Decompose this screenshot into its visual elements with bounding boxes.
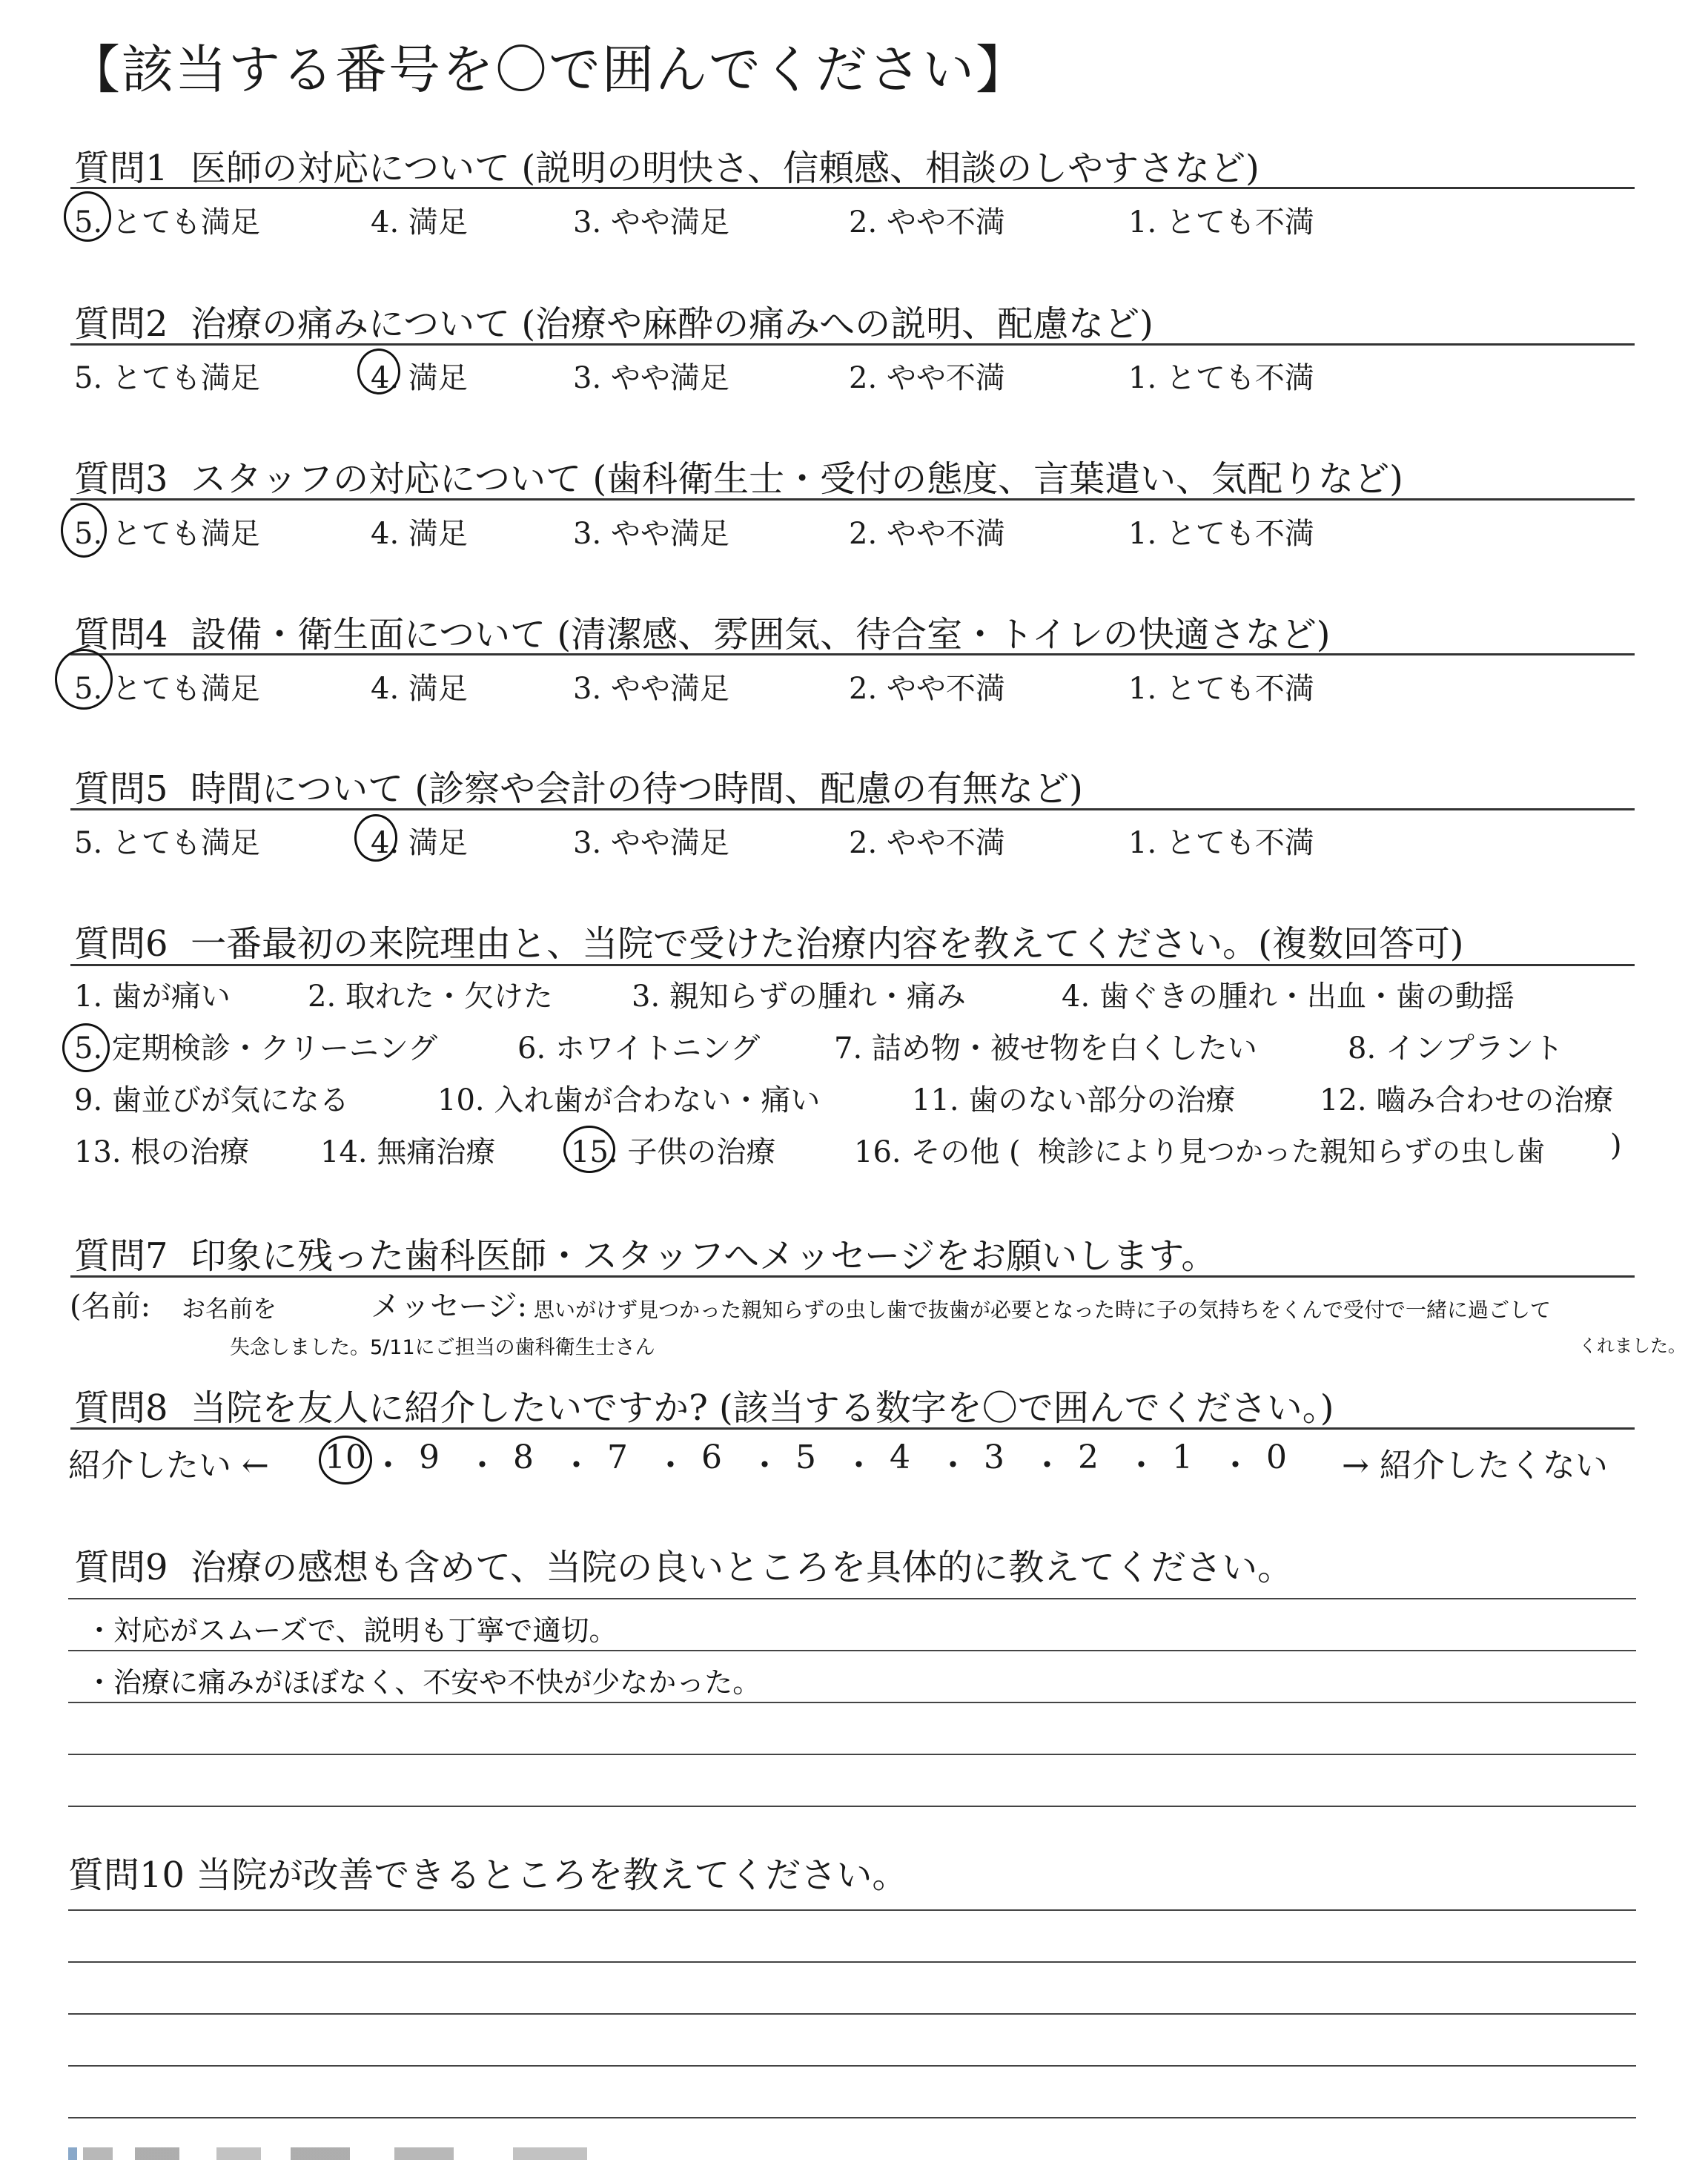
divider — [70, 964, 1635, 966]
q2-option-2[interactable]: 2. やや不満 — [849, 361, 1005, 395]
q2-option-4[interactable]: 4. 満足 — [371, 361, 468, 395]
question-5-heading — [74, 760, 1083, 811]
divider — [70, 498, 1635, 501]
q6-option-14[interactable]: 14. 無痛治療 — [320, 1135, 496, 1169]
question-text: 一番最初の来院理由と、当院で受けた治療内容を教えてください。(複数回答可) — [191, 923, 1464, 965]
q5-option-3[interactable]: 3. やや満足 — [573, 826, 729, 860]
question-text: 印象に残った歯科医師・スタッフへメッセージをお願いします。 — [191, 1235, 1217, 1277]
answer-line — [68, 1961, 1636, 1963]
question-3-heading — [74, 450, 1403, 501]
question-4-heading — [74, 606, 1330, 657]
question-text: 当院が改善できるところを教えてください。 — [196, 1855, 908, 1896]
question-6-heading — [74, 915, 1464, 966]
q1-option-3[interactable]: 3. やや満足 — [573, 205, 729, 240]
scale-separator: ・ — [371, 1447, 405, 1484]
q5-option-2[interactable]: 2. やや不満 — [849, 826, 1005, 860]
divider — [70, 343, 1635, 346]
answer-line — [68, 1806, 1636, 1807]
q5-option-5[interactable]: 5. とても満足 — [74, 826, 260, 860]
q6-option-5[interactable]: 5. 定期検診・クリーニング — [74, 1031, 438, 1066]
question-label: 質問9 — [74, 1547, 168, 1588]
selection-circle — [563, 1126, 615, 1173]
question-9-heading — [74, 1539, 1293, 1590]
q3-option-1[interactable]: 1. とても不満 — [1128, 517, 1314, 551]
q3-option-2[interactable]: 2. やや不満 — [849, 517, 1005, 551]
selection-circle — [64, 191, 111, 242]
q1-option-5[interactable]: 5. とても満足 — [74, 205, 260, 240]
q2-option-5[interactable]: 5. とても満足 — [74, 361, 260, 395]
scale-separator: ・ — [1219, 1447, 1252, 1484]
question-text: 治療の感想も含めて、当院の良いところを具体的に教えてください。 — [191, 1547, 1294, 1588]
name-handwritten: お名前を — [182, 1295, 277, 1323]
answer-line — [68, 1650, 1636, 1651]
selection-circle — [319, 1436, 372, 1484]
selection-circle — [55, 649, 113, 710]
selection-circle — [61, 503, 107, 558]
question-text: 設備・衛生面について (清潔感、雰囲気、待合室・トイレの快適さなど) — [191, 614, 1331, 655]
question-text: 医師の対応について (説明の明快さ、信頼感、相談のしやすさなど) — [191, 148, 1260, 189]
q6-option-15[interactable]: 15. 子供の治療 — [571, 1135, 776, 1169]
divider — [70, 1427, 1635, 1430]
answer-line — [68, 2117, 1636, 2118]
scale-value-2[interactable]: 2 — [1078, 1439, 1099, 1476]
answer-line — [68, 2013, 1636, 2015]
q6-option-12[interactable]: 12. 嚙み合わせの治療 — [1320, 1083, 1614, 1117]
selection-circle — [357, 349, 400, 394]
answer-line — [68, 1909, 1636, 1911]
message-label: メッセージ: — [371, 1289, 528, 1324]
question-label: 質問10 — [68, 1855, 185, 1896]
scale-value-1[interactable]: 1 — [1172, 1439, 1193, 1476]
q9-answer-2: ・治療に痛みがほぼなく、不安や不快が少なかった。 — [85, 1666, 761, 1699]
question-text: スタッフの対応について (歯科衛生士・受付の態度、言葉遣い、気配りなど) — [191, 458, 1403, 500]
question-label: 質問8 — [74, 1387, 168, 1429]
question-label: 質問3 — [74, 458, 168, 500]
q1-option-4[interactable]: 4. 満足 — [371, 205, 468, 240]
scale-value-7[interactable]: 7 — [607, 1439, 628, 1476]
scale-value-10[interactable]: 10 — [325, 1439, 366, 1476]
question-label: 質問7 — [74, 1235, 168, 1277]
q4-option-3[interactable]: 3. やや満足 — [573, 672, 729, 706]
scale-right-label: → 紹介したくない — [1342, 1447, 1608, 1484]
q2-option-1[interactable]: 1. とても不満 — [1128, 361, 1314, 395]
q2-option-3[interactable]: 3. やや満足 — [573, 361, 729, 395]
q6-option-6[interactable]: 6. ホワイトニング — [517, 1031, 761, 1066]
q6-option-10[interactable]: 10. 入れ歯が合わない・痛い — [437, 1083, 821, 1117]
q6-option-2[interactable]: 2. 取れた・欠けた — [308, 980, 553, 1014]
answer-line — [68, 1598, 1636, 1599]
message-handwritten: くれました。 — [1579, 1335, 1686, 1356]
question-label: 質問1 — [74, 148, 168, 189]
name-label: (名前: — [70, 1289, 151, 1324]
q6-option-1[interactable]: 1. 歯が痛い — [74, 980, 231, 1014]
question-8-heading — [74, 1379, 1334, 1430]
q9-answer-1: ・対応がスムーズで、説明も丁寧で適切。 — [85, 1614, 618, 1647]
q3-option-4[interactable]: 4. 満足 — [371, 517, 468, 551]
selection-circle — [354, 814, 397, 862]
scale-separator: ・ — [1125, 1447, 1158, 1484]
answer-line — [68, 1702, 1636, 1703]
question-label: 質問4 — [74, 614, 168, 655]
answer-line — [68, 1754, 1636, 1755]
scale-separator: ・ — [1030, 1447, 1064, 1484]
message-handwritten: 思いがけず見つかった親知らずの虫し歯で抜歯が必要となった時に子の気持ちをくんで受付で一緒に過ごして — [534, 1298, 1552, 1322]
question-10-heading — [68, 1846, 907, 1898]
q6-option-7[interactable]: 7. 詰め物・被せ物を白くしたい — [834, 1031, 1257, 1066]
question-7-heading — [74, 1227, 1217, 1278]
selection-circle — [62, 1023, 110, 1072]
divider — [70, 653, 1635, 655]
divider — [70, 1275, 1635, 1278]
scale-separator: ・ — [748, 1447, 781, 1484]
question-text: 治療の痛みについて (治療や麻酔の痛みへの説明、配慮など) — [191, 303, 1153, 345]
q3-option-3[interactable]: 3. やや満足 — [573, 517, 729, 551]
scale-value-3[interactable]: 3 — [984, 1439, 1004, 1476]
q6-option-3[interactable]: 3. 親知らずの腫れ・痛み — [632, 980, 966, 1014]
q6-option-9[interactable]: 9. 歯並びが気になる — [74, 1083, 349, 1117]
scale-separator: ・ — [560, 1447, 593, 1484]
divider — [70, 808, 1635, 810]
q6-option-8[interactable]: 8. インプラント — [1348, 1031, 1563, 1066]
q1-option-2[interactable]: 2. やや不満 — [849, 205, 1005, 240]
cut-off-text-strip — [68, 2147, 958, 2160]
divider — [70, 187, 1635, 189]
q6-option-11[interactable]: 11. 歯のない部分の治療 — [912, 1083, 1236, 1117]
scale-value-0[interactable]: 0 — [1266, 1439, 1287, 1476]
scale-value-4[interactable]: 4 — [890, 1439, 910, 1476]
q6-other-close: ) — [1610, 1129, 1622, 1163]
question-label: 質問5 — [74, 768, 168, 810]
q4-option-4[interactable]: 4. 満足 — [371, 672, 468, 706]
q6-other-handwritten: 検診により見つかった親知らずの虫し歯 — [1038, 1135, 1546, 1168]
question-text: 時間について (診察や会計の待つ時間、配慮の有無など) — [191, 768, 1083, 810]
question-2-heading — [74, 295, 1153, 346]
scale-separator: ・ — [936, 1447, 970, 1484]
question-1-heading — [74, 139, 1260, 191]
question-label: 質問6 — [74, 923, 168, 965]
scale-separator: ・ — [842, 1447, 875, 1484]
form-title: 【該当する番号を〇で囲んでください】 — [68, 39, 1029, 100]
question-label: 質問2 — [74, 303, 168, 345]
scale-separator: ・ — [466, 1447, 499, 1484]
q6-option-13[interactable]: 13. 根の治療 — [74, 1135, 250, 1169]
q4-option-1[interactable]: 1. とても不満 — [1128, 672, 1314, 706]
scale-value-6[interactable]: 6 — [701, 1439, 722, 1476]
q6-option-16[interactable]: 16. その他 ( — [854, 1135, 1021, 1169]
q5-option-1[interactable]: 1. とても不満 — [1128, 826, 1314, 860]
scale-value-8[interactable]: 8 — [513, 1439, 534, 1476]
q6-option-4[interactable]: 4. 歯ぐきの腫れ・出血・歯の動揺 — [1062, 980, 1515, 1014]
scale-value-5[interactable]: 5 — [795, 1439, 816, 1476]
q4-option-2[interactable]: 2. やや不満 — [849, 672, 1005, 706]
scale-left-label: 紹介したい ← — [68, 1447, 269, 1484]
q5-option-4[interactable]: 4. 満足 — [371, 826, 468, 860]
scale-value-9[interactable]: 9 — [419, 1439, 440, 1476]
answer-line — [68, 2065, 1636, 2067]
q3-option-5[interactable]: 5. とても満足 — [74, 517, 260, 551]
scale-separator: ・ — [654, 1447, 687, 1484]
name-handwritten: 失念しました。5/11にご担当の歯科衛生士さん — [230, 1336, 655, 1359]
q1-option-1[interactable]: 1. とても不満 — [1128, 205, 1314, 240]
q4-option-5[interactable]: 5. とても満足 — [74, 672, 260, 706]
question-text: 当院を友人に紹介したいですか? (該当する数字を〇で囲んでください。) — [191, 1387, 1334, 1429]
